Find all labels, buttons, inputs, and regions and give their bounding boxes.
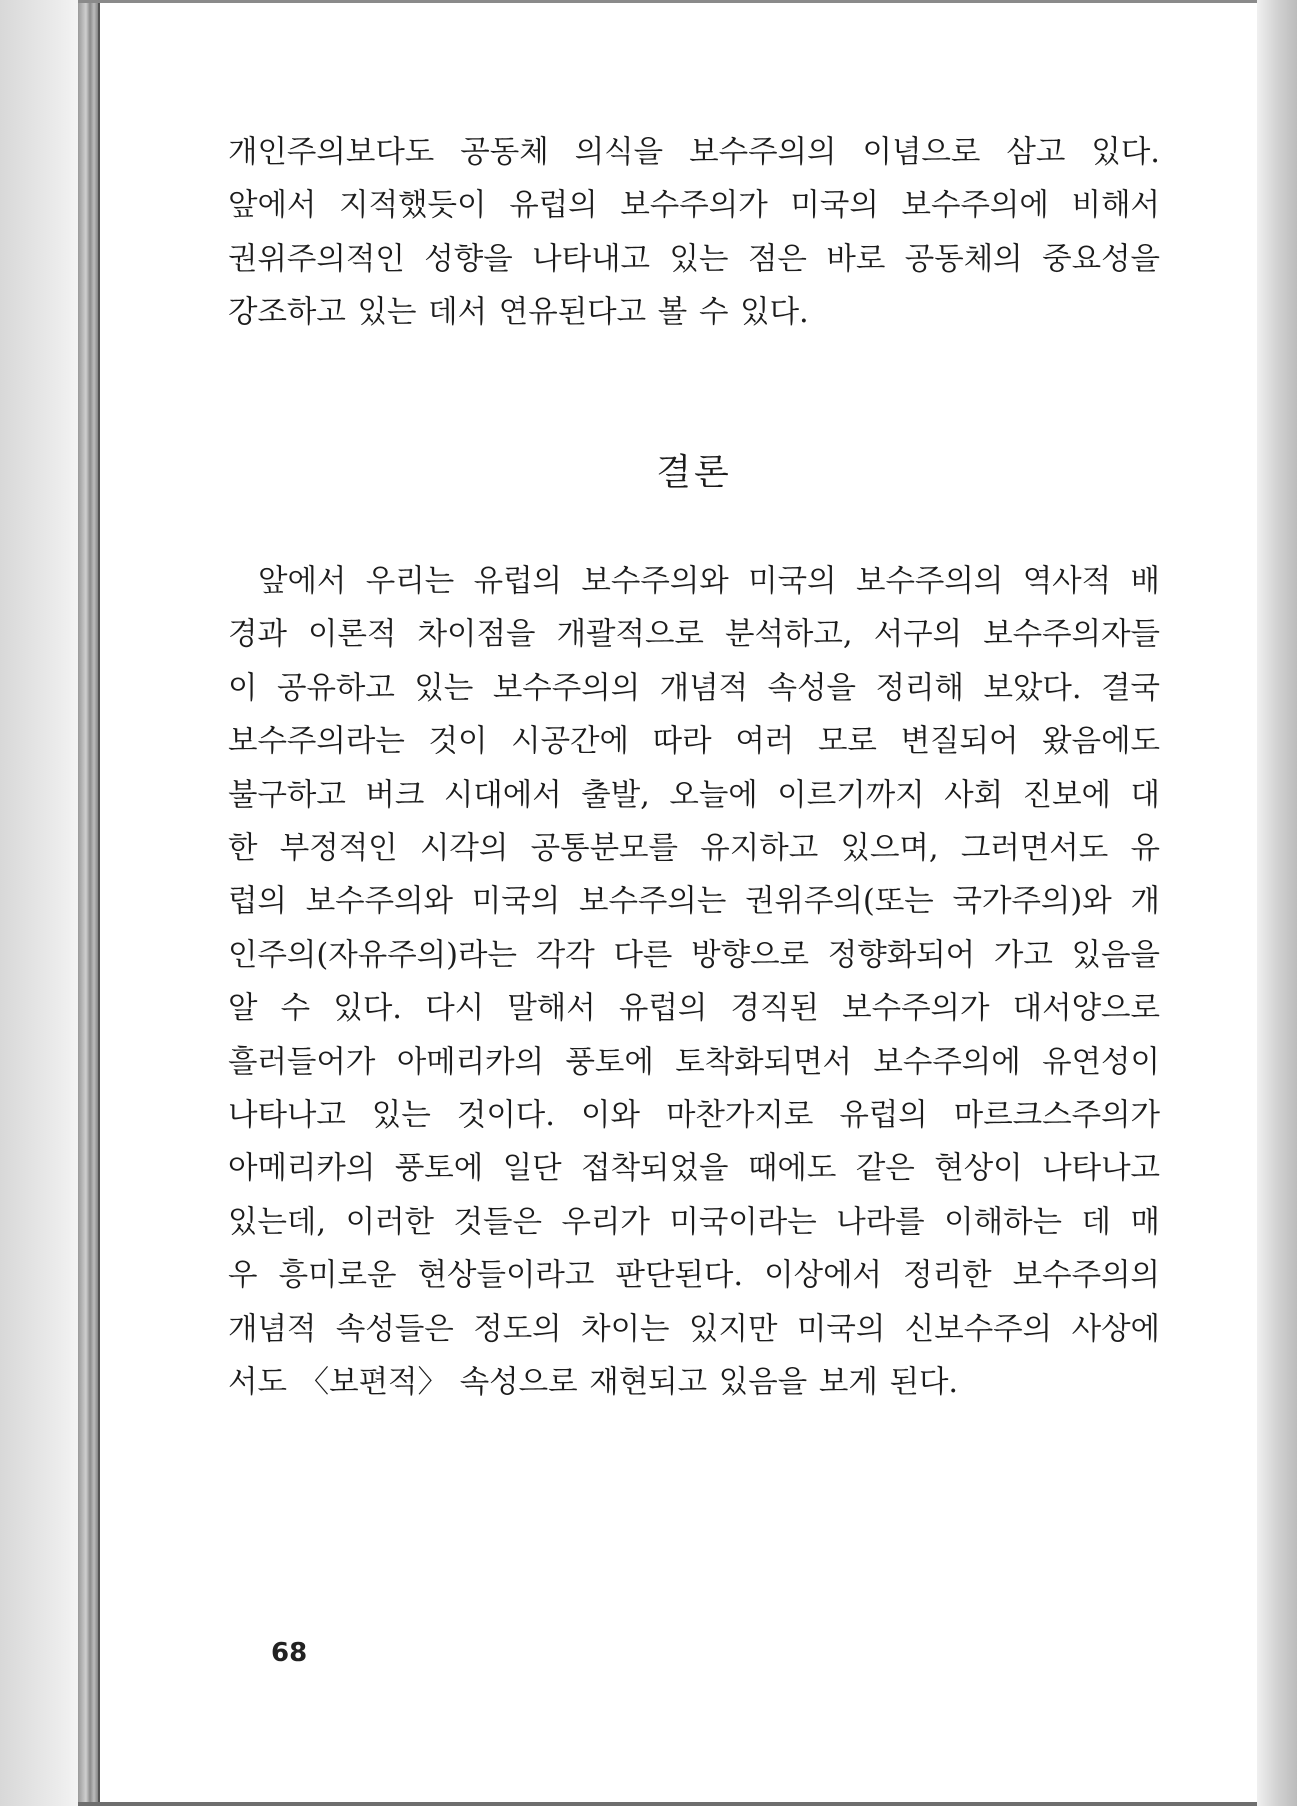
page-bottom-border bbox=[78, 1802, 1258, 1806]
text-line: 강조하고 있는 데서 연유된다고 볼 수 있다. bbox=[228, 295, 809, 331]
text-line: 이 공유하고 있는 보수주의의 개념적 속성을 정리해 보았다. 결국 bbox=[228, 670, 1160, 706]
text-line: 개념적 속성들은 정도의 차이는 있지만 미국의 신보수주의 사상에 bbox=[228, 1311, 1160, 1347]
page-top-border bbox=[78, 0, 1258, 3]
text-line: 권위주의적인 성향을 나타내고 있는 점은 바로 공동체의 중요성을 bbox=[228, 241, 1160, 277]
text-line: 한 부정적인 시각의 공통분모를 유지하고 있으며, 그러면서도 유 bbox=[228, 831, 1160, 867]
paragraph-top bbox=[228, 126, 1160, 340]
page-number: 68 bbox=[271, 1638, 308, 1668]
text-line: 경과 이론적 차이점을 개괄적으로 분석하고, 서구의 보수주의자들 bbox=[228, 617, 1160, 653]
page-right-shadow bbox=[1257, 0, 1297, 1806]
text-line: 불구하고 버크 시대에서 출발, 오늘에 이르기까지 사회 진보에 대 bbox=[228, 777, 1160, 813]
text-line: 인주의(자유주의)라는 각각 다른 방향으로 정향화되어 가고 있음을 bbox=[228, 937, 1160, 973]
paragraph-conclusion bbox=[228, 555, 1160, 1410]
text-line: 아메리카의 풍토에 일단 접착되었을 때에도 같은 현상이 나타나고 bbox=[228, 1151, 1160, 1187]
text-line: 럽의 보수주의와 미국의 보수주의는 권위주의(또는 국가주의)와 개 bbox=[228, 884, 1160, 920]
text-line: 서도 〈보편적〉 속성으로 재현되고 있음을 보게 된다. bbox=[228, 1365, 959, 1401]
text-line: 앞에서 우리는 유럽의 보수주의와 미국의 보수주의의 역사적 배 bbox=[258, 564, 1160, 599]
text-line: 알 수 있다. 다시 말해서 유럽의 경직된 보수주의가 대서양으로 bbox=[228, 991, 1160, 1027]
text-line: 있는데, 이러한 것들은 우리가 미국이라는 나라를 이해하는 데 매 bbox=[228, 1204, 1160, 1240]
section-heading: 결론 bbox=[656, 452, 732, 493]
text-line: 흘러들어가 아메리카의 풍토에 토착화되면서 보수주의에 유연성이 bbox=[228, 1044, 1160, 1080]
page-stack-edge bbox=[78, 0, 100, 1806]
text-line: 보수주의라는 것이 시공간에 따라 여러 모로 변질되어 왔음에도 bbox=[228, 724, 1160, 760]
text-line: 우 흥미로운 현상들이라고 판단된다. 이상에서 정리한 보수주의의 bbox=[228, 1258, 1160, 1294]
text-line: 개인주의보다도 공동체 의식을 보수주의의 이념으로 삼고 있다. bbox=[228, 135, 1160, 170]
text-line: 앞에서 지적했듯이 유럽의 보수주의가 미국의 보수주의에 비해서 bbox=[228, 188, 1160, 224]
text-line: 나타나고 있는 것이다. 이와 마찬가지로 유럽의 마르크스주의가 bbox=[228, 1098, 1160, 1134]
